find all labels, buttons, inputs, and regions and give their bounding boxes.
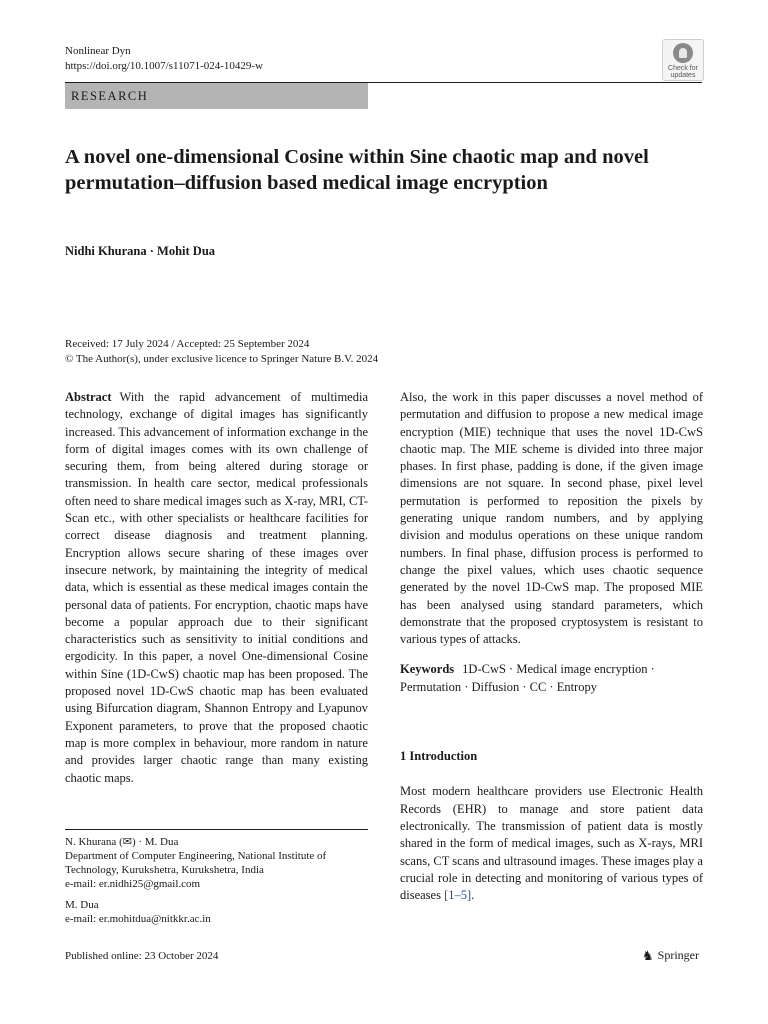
journal-name: Nonlinear Dyn (65, 45, 131, 57)
springer-horse-icon: ♞ (642, 948, 654, 963)
paper-title: A novel one-dimensional Cosine within Sine chaotic map and novel permutation–diffusion based medical image encryption (65, 146, 649, 194)
abstract-text-right: Also, the work in this paper discusses a novel method of permutation and diffusion to propose a new medical image encryption (MIE) technique that uses the novel 1D-CwS chaotic map. The MIE scheme is divided into three major phases. In first phase, padding is done, if the given image dimensions are not square. In second phase, pixel level permutation is performed to reposition the pixels by generating unique random numbers, and by applying division and modulus operations on these unique random numbers. In final phase, diffusion process is performed to change the pixel values, which uses chaotic sequence generated by the novel 1D-CwS map. The proposed MIE has been analysed using standard parameters, which demonstrate that the proposed cryptosystem is resistant to various types of attacks. (400, 390, 703, 647)
dates-block (65, 337, 378, 367)
doi-link[interactable]: https://doi.org/10.1007/s11071-024-10429-w (65, 60, 263, 72)
affiliation-authors: N. Khurana (✉) · M. Dua (65, 836, 179, 848)
badge-line2: updates (670, 72, 696, 79)
abstract-label: Abstract (65, 390, 112, 404)
introduction-text: Most modern healthcare providers use Electronic Health Records (EHR) to manage and store patient data electronically. The transmission of patient data is mostly shared in the form of medical images, such as X-rays, MRI scans, CT scans and ultrasound images. These images play a crucial role in detecting and monitoring of various types of diseases (400, 784, 703, 903)
keywords-text: 1D-CwS · Medical image encryption · Permutation · Diffusion · CC · Entropy (400, 662, 655, 694)
citation-link[interactable]: [1–5] (444, 888, 472, 903)
affiliation-rule (65, 829, 368, 830)
author-list: Nidhi Khurana · Mohit Dua (65, 244, 216, 258)
author1-email[interactable]: e-mail: er.nidhi25@gmail.com (65, 878, 201, 890)
author2-name: M. Dua (65, 899, 99, 911)
published-date: Published online: 23 October 2024 (65, 950, 219, 962)
introduction-paragraph: Most modern healthcare providers use Electronic Health Records (EHR) to manage and store patient data electronically. The transmission of patient data is mostly shared in the form of medical images, such as X-rays, MRI scans, CT scans and ultrasound images. These images play a crucial role in detecting and monitoring of various types of diseases [1–5]. (400, 784, 703, 903)
section-label: RESEARCH (65, 83, 368, 109)
journal-header (65, 44, 263, 74)
introduction-heading: 1 Introduction (400, 749, 478, 764)
left-column (65, 389, 368, 787)
author2-email[interactable]: e-mail: er.mohitdua@nitkkr.ac.in (65, 913, 211, 925)
publisher-name: Springer (657, 948, 699, 962)
abstract-text-left: With the rapid advancement of multimedia technology, exchange of digital images has significantly increased. This advancement of information exchange in the form of digital images comes with its own challenge of securing them, from being altered during storage or transmission. In health care sector, medical professionals often need to share medical images such as X-ray, MRI, CT-Scan etc., with other specialists or healthcare facilities for correct disease diagnosis and treatment planning. Encryption allows secure sharing of these images over insecure network, by maintaining the integrity of medical data, which is essential as these medical images contain the personal data of patients. For encryption, chaotic maps have become a popular approach due to their significant characteristics such as sensitivity to initial conditions and ergodicity. In this paper, a novel One-dimensional Cosine within Sine (1D-CwS) chaotic map has been proposed. The proposed novel 1D-CwS chaotic map has been evaluated using Bifurcation diagram, Shannon Entropy and Lyapunov Exponent parameters, to prove that the proposed chaotic map is more complex in behaviour, more random in nature and provides larger chaotic range than many existing chaotic maps. (65, 390, 368, 785)
bookmark-icon (673, 43, 693, 63)
affiliation-block (65, 835, 368, 926)
publisher-logo (642, 948, 699, 963)
check-for-updates-badge[interactable] (662, 39, 704, 81)
received-accepted: Received: 17 July 2024 / Accepted: 25 September 2024 (65, 338, 310, 350)
abstract-paragraph (65, 389, 368, 787)
badge-line1: Check for (668, 65, 698, 72)
keywords-label: Keywords (400, 662, 455, 677)
copyright-line: © The Author(s), under exclusive licence to Springer Nature B.V. 2024 (65, 353, 379, 365)
affiliation-department: Department of Computer Engineering, National Institute of Technology, Kurukshetra, Kurukshetra, India (65, 850, 327, 876)
keywords-paragraph (400, 661, 703, 696)
right-column (400, 389, 703, 904)
